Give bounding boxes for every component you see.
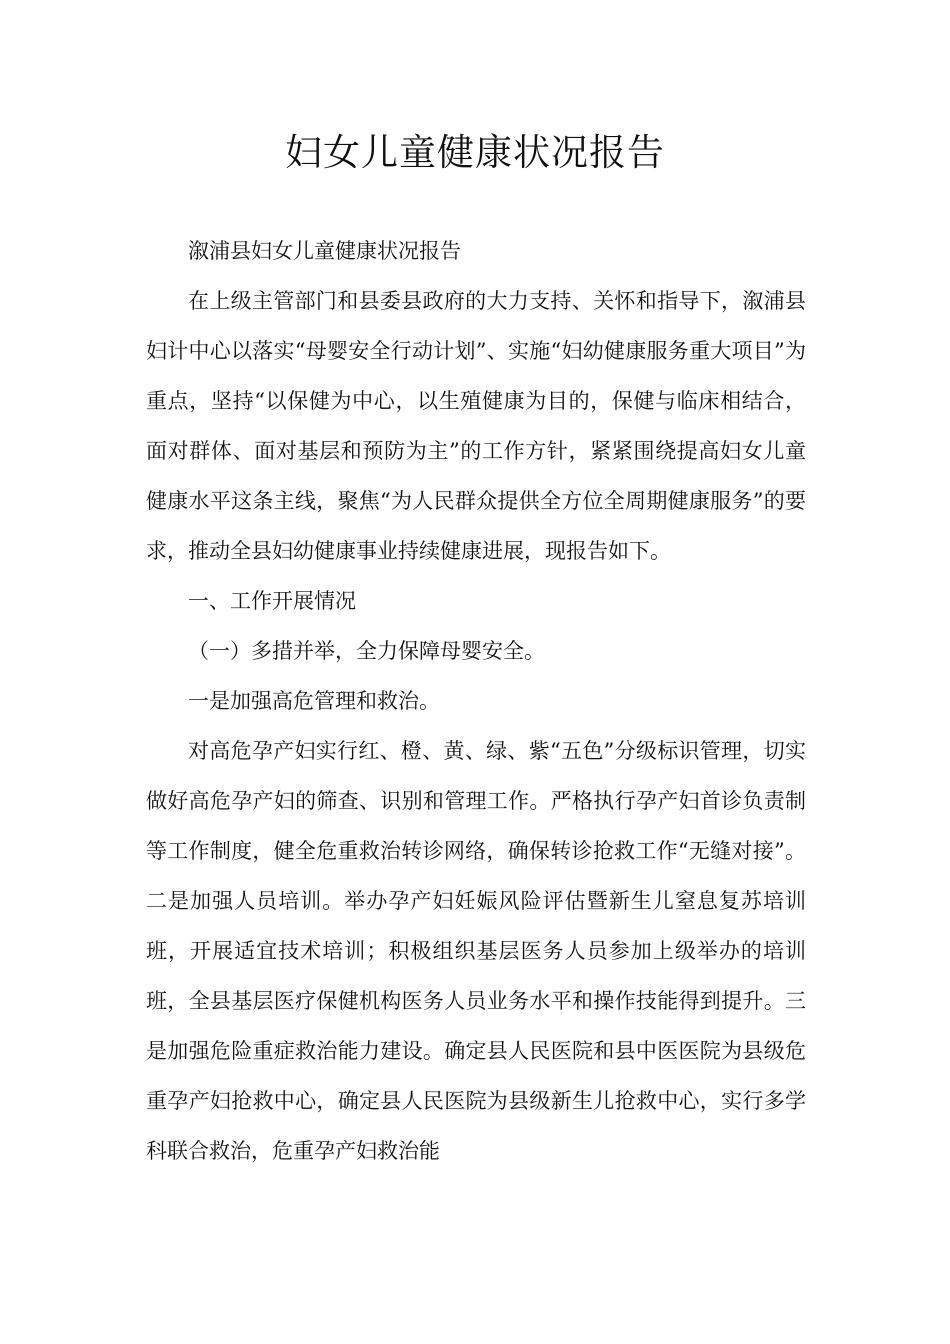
section-heading-1: 一、工作开展情况 xyxy=(188,589,356,613)
subsection-heading-1: （一）多措并举，全力保障母婴安全。 xyxy=(188,639,545,663)
document-title: 妇女儿童健康状况报告 xyxy=(285,131,665,174)
item-heading-1: 一是加强高危管理和救治。 xyxy=(188,689,440,713)
paragraph-body: 对高危孕产妇实行红、橙、黄、绿、紫“五色”分级标识管理，切实做好高危孕产妇的筛查、识别和管理工作。严格执行孕产妇首诊负责制等工作制度，健全危重救治转诊网络，确保转诊抢救工作“无缝对接”。二是加强人员培训。举办孕产妇妊娠风险评估暨新生儿窒息复苏培训班，开展适宜技术培训；积极组织基层医务人员参加上级举办的培训班，全县基层医疗保健机构医务人员业务水平和操作技能得到提升。三是加强危险重症救治能力建设。确定县人民医院和县中医医院为县级危重孕产妇抢救中心，确定县人民医院为县级新生儿抢救中心，实行多学科联合救治，危重孕产妇救治能 xyxy=(146,739,806,1163)
document-body xyxy=(146,226,806,1176)
paragraph-subtitle: 溆浦县妇女儿童健康状况报告 xyxy=(188,239,461,263)
paragraph-intro: 在上级主管部门和县委县政府的大力支持、关怀和指导下，溆浦县妇计中心以落实“母婴安全行动计划”、实施“妇幼健康服务重大项目”为重点，坚持“以保健为中心，以生殖健康为目的，保健与临床相结合，面对群体、面对基层和预防为主”的工作方针，紧紧围绕提高妇女儿童健康水平这条主线，聚焦“为人民群众提供全方位全周期健康服务”的要求，推动全县妇幼健康事业持续健康进展，现报告如下。 xyxy=(146,289,806,563)
